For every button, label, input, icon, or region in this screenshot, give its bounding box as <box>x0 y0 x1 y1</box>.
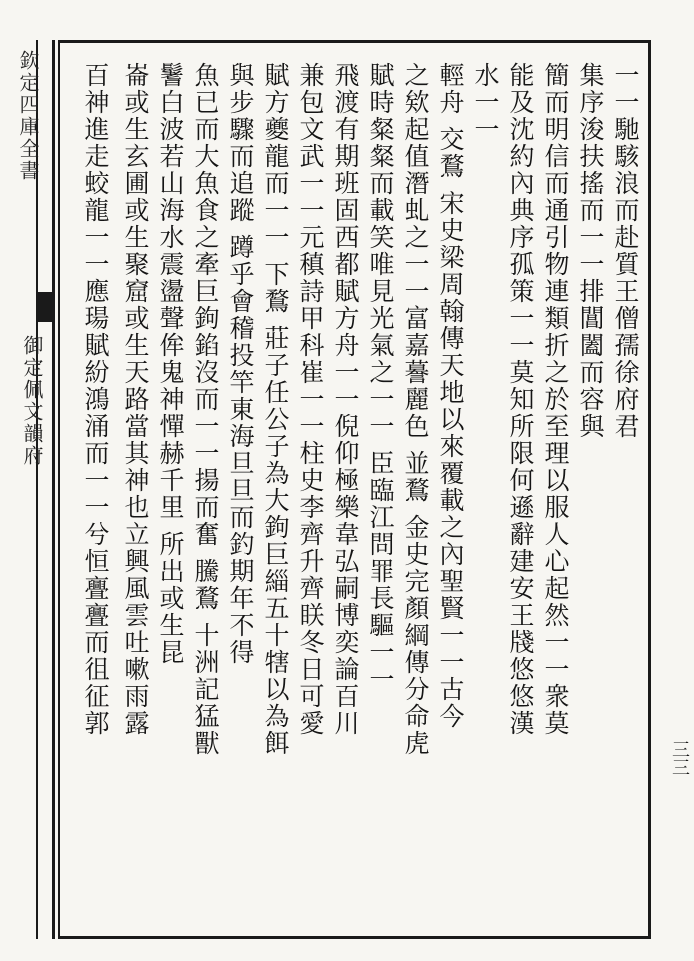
frame-left-border <box>58 40 60 939</box>
text-column: 簡而明信而通引物連類折之於至理以服人心起然一一衆莫 <box>541 62 570 737</box>
text-column: 賦時粲粲而載笑唯見光氣之一一 臣臨江問罪長驅一一 <box>366 62 395 693</box>
frame-top-border <box>58 40 648 43</box>
page-number: 三三 <box>669 740 690 776</box>
book-title: 欽定四庫全書 <box>16 50 40 182</box>
text-column: 鬐白波若山海水震盪聲侔鬼神憚赫千里 所出或生昆 <box>156 62 185 666</box>
frame-bottom-border <box>58 936 648 939</box>
text-column: 崙或生玄圃或生聚窟或生天路當其神也立興風雲吐嗽雨露 <box>121 62 150 737</box>
fishtail-mark <box>38 292 52 322</box>
text-column: 賦方夔龍而一一 下鶩 莊子任公子為大鉤巨緇五十犗以為餌 <box>261 62 290 757</box>
text-column: 之欸起值潛虬之一一富嘉謩麗色 並鶩 金史完顏綱傳分命虎 <box>401 62 430 757</box>
frame-right-border <box>648 40 651 939</box>
text-column: 魚已而大魚食之牽巨鉤錎沒而一一揚而奮 騰鶩 十洲記猛獸 <box>191 62 220 757</box>
text-column: 兼包文武一一元稹詩甲科崔一一柱史李齊升齊眹冬日可愛 <box>296 62 325 737</box>
text-column: 輕舟 交鶩 宋史梁周翰傳天地以來覆載之內聖賢一一古今 <box>436 62 465 730</box>
book-subtitle: 御定佩文韻府 <box>20 335 44 467</box>
text-column: 飛渡有期班固西都賦方舟一一倪仰極樂韋弘嗣博奕論百川 <box>331 62 360 737</box>
text-column: 能及沈約內典序孤策一一莫知所限何遜辭建安王牋悠悠漢 <box>506 62 535 737</box>
frame-gutter-right <box>52 40 55 939</box>
text-column: 一一馳駭浪而赴質王僧孺徐府君 <box>611 62 640 440</box>
text-column: 與步驟而追蹤 蹲乎會稽投竿東海旦旦而釣期年不得 <box>226 62 255 666</box>
text-column: 百神進走蛟龍一一應瑒賦紛鴻涌而一一兮恒亹亹而徂征郭 <box>81 62 110 737</box>
text-column: 集序浚扶搖而一一排閶闔而容與 <box>576 62 605 440</box>
text-column: 水一一 <box>471 62 500 143</box>
